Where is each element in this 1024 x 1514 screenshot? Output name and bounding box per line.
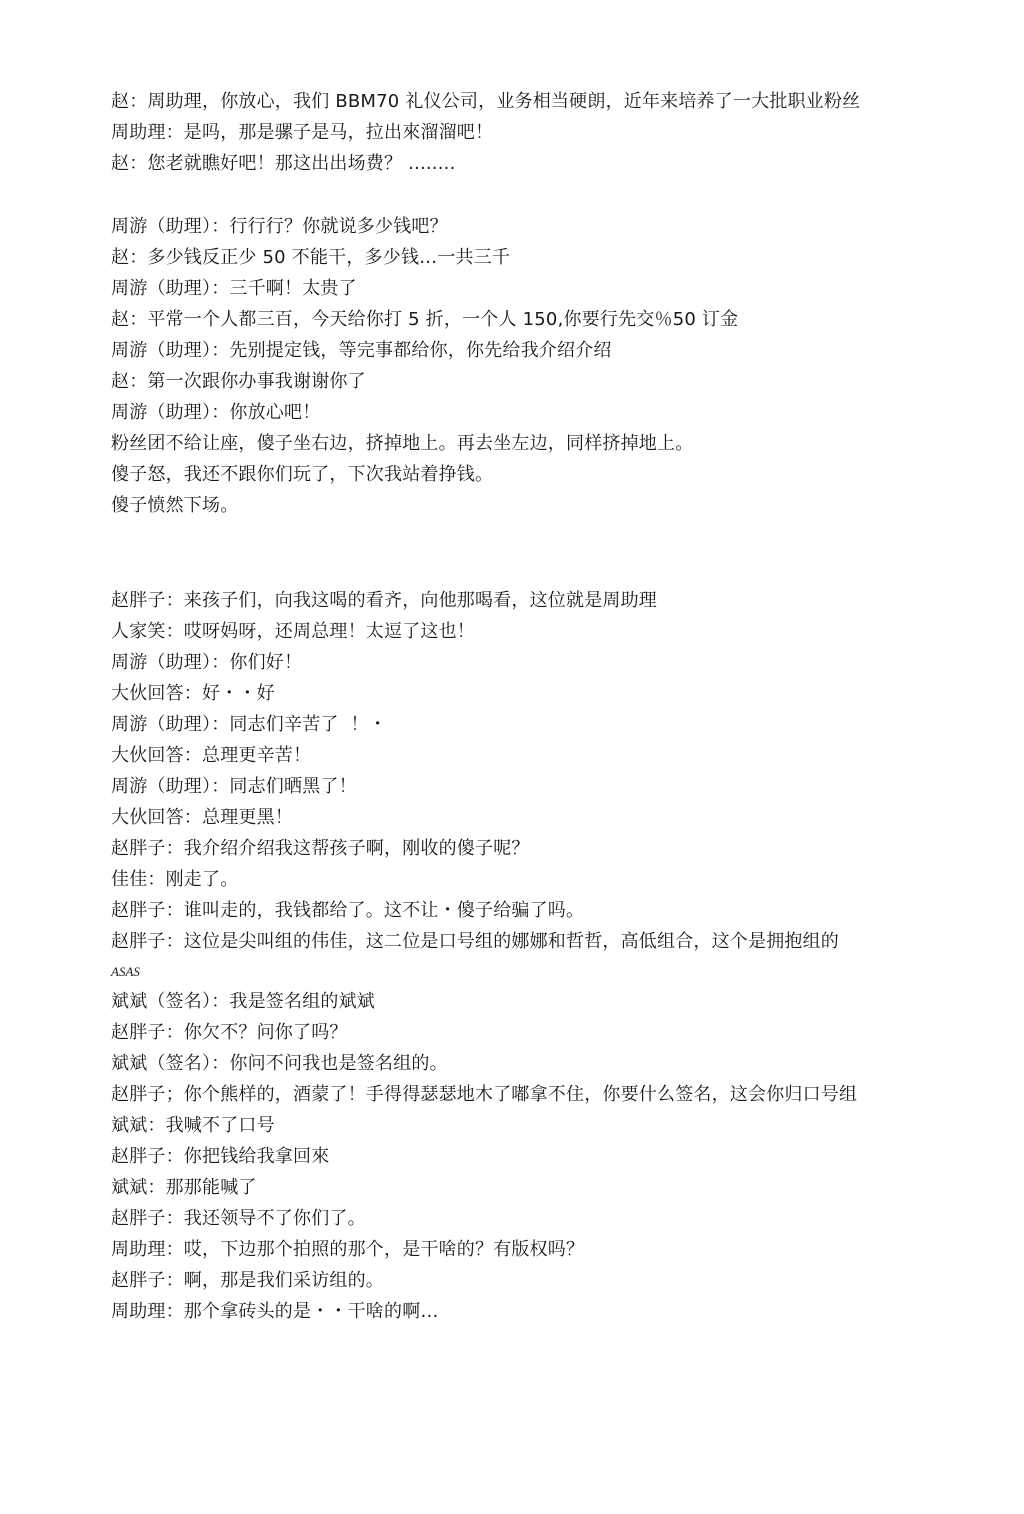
dialogue-line: 斌斌（签名）：我是签名组的斌斌 — [111, 991, 375, 1012]
dialogue-line: 赵胖子：来孩子们，向我这喝的看齐，向他那喝看，这位就是周助理 — [111, 590, 657, 611]
dialogue-line: 赵：多少钱反正少 50 不能干，多少钱…一共三千 — [111, 247, 511, 268]
stage-direction: 傻子怒，我还不跟你们玩了，下次我站着挣钱。 — [111, 464, 494, 485]
dialogue-line: 赵：您老就瞧好吧！那这出出场费？ ........ — [111, 153, 456, 174]
dialogue-line: 周游（助理）：同志们辛苦了 ！・ — [111, 714, 387, 735]
dialogue-line: 赵胖子：我还领导不了你们了。 — [111, 1208, 366, 1229]
stage-direction: 傻子愤然下场。 — [111, 495, 239, 516]
dialogue-line: 赵胖子：你欠不？问你了吗？ — [111, 1022, 348, 1043]
dialogue-line: 赵胖子：这位是尖叫组的伟佳，这二位是口号组的娜娜和哲哲，高低组合，这个是拥抱组的 — [111, 931, 839, 952]
dialogue-line: 赵胖子：你把钱给我拿回來 — [111, 1146, 330, 1167]
dialogue-line: 大伙回答：总理更黑！ — [111, 807, 293, 828]
dialogue-line: 周游（助理）：先别提定钱，等完事都给你，你先给我介绍介绍 — [111, 340, 612, 361]
dialogue-line: 赵胖子：我介绍介绍我这帮孩子啊，刚收的傻子呢？ — [111, 838, 530, 859]
dialogue-line: 斌斌：那那能喊了 — [111, 1177, 257, 1198]
dialogue-line: 赵胖子；你个熊样的，酒蒙了！手得得瑟瑟地木了嘟拿不住，你要什么签名，这会你归口号组 — [111, 1084, 858, 1105]
dialogue-line: 周助理：那个拿砖头的是・・干啥的啊… — [111, 1301, 439, 1322]
dialogue-line: 周游（助理）：行行行？你就说多少钱吧？ — [111, 216, 448, 237]
dialogue-line: 赵胖子：啊，那是我们采访组的。 — [111, 1270, 384, 1291]
dialogue-line: 赵：周助理，你放心，我们 BBM70 礼仪公司，业务相当硬朗，近年来培养了一大批职业粉丝 — [111, 91, 861, 112]
dialogue-line: 人家笑：哎呀妈呀，还周总理！太逗了这也！ — [111, 621, 475, 642]
dialogue-line: 赵胖子：谁叫走的，我钱都给了。这不让・傻子给骗了吗。 — [111, 900, 585, 921]
document-page — [111, 86, 891, 1327]
dialogue-line: 佳佳：刚走了。 — [111, 869, 239, 890]
dialogue-line: 斌斌：我喊不了口号 — [111, 1115, 275, 1136]
dialogue-line: 周助理：哎，下边那个拍照的那个，是干啥的？有版权吗？ — [111, 1239, 585, 1260]
dialogue-line: 周助理：是吗，那是骡子是马，拉出來溜溜吧！ — [111, 122, 494, 143]
dialogue-line: 大伙回答：总理更辛苦！ — [111, 745, 312, 766]
italic-note: ASAS — [111, 964, 140, 979]
dialogue-line: 周游（助理）：三千啊！太贵了 — [111, 278, 357, 299]
dialogue-line: 周游（助理）：你放心吧！ — [111, 402, 321, 423]
dialogue-line: 周游（助理）：同志们晒黑了！ — [111, 776, 357, 797]
dialogue-line: 赵：第一次跟你办事我谢谢你了 — [111, 371, 366, 392]
dialogue-line: 周游（助理）：你们好！ — [111, 652, 303, 673]
dialogue-line: 斌斌（签名）：你问不问我也是签名组的。 — [111, 1053, 448, 1074]
dialogue-line: 大伙回答：好・・好 — [111, 683, 275, 704]
dialogue-line: 赵：平常一个人都三百，今天给你打 5 折，一个人 150,你要行先交％50 订金 — [111, 309, 739, 330]
stage-direction: 粉丝团不给让座，傻子坐右边，挤掉地上。再去坐左边，同样挤掉地上。 — [111, 433, 694, 454]
